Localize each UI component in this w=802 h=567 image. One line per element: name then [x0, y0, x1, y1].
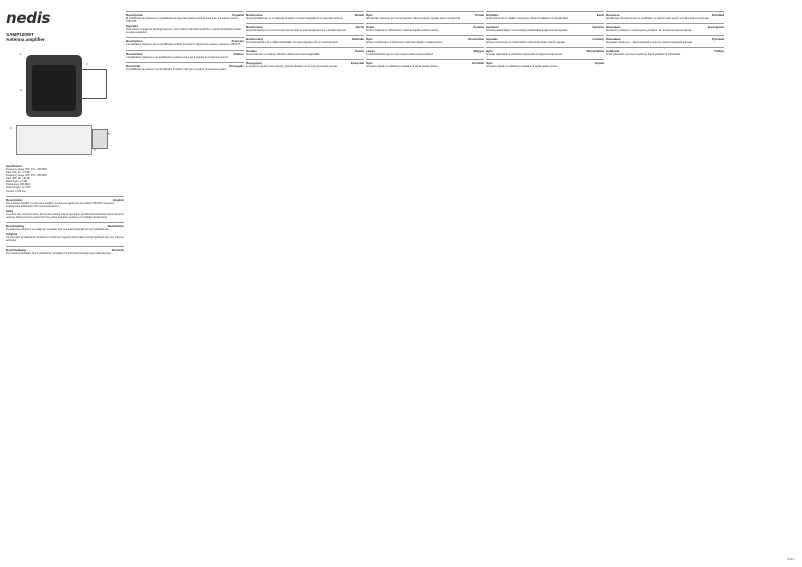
language-label: Română	[712, 13, 724, 17]
section-heading: Beschrijving	[6, 224, 25, 229]
section-body: Der Antennenverstärker ist ein rauscharmer Verstärker für das Antennensignal einer Außenantenne.	[6, 251, 112, 255]
section-heading: Opis	[366, 13, 373, 17]
section-heading: Beskrivelse	[246, 25, 263, 30]
product-title: Antenna amplifier	[6, 37, 45, 43]
language-label: Español	[232, 13, 244, 17]
column-1	[6, 8, 124, 560]
amplifier-front	[32, 65, 76, 111]
language-label: Português	[229, 63, 244, 68]
callout-4: 4	[10, 125, 12, 130]
section-body: Антенният усилвател е нискошумов усилвател за сигнала на външна антена.	[606, 29, 693, 33]
section-heading: Opis	[486, 61, 493, 66]
spec-item: Noise figure: ≤ 3 dB	[6, 180, 27, 184]
section-heading: Opis	[486, 49, 493, 54]
language-label: Magyar	[473, 49, 484, 54]
section-heading: Descriere	[606, 13, 620, 17]
product-illustration	[6, 49, 114, 159]
spec-item: Gain VHF: 24 – 27 dB	[6, 171, 30, 174]
language-label: Dansk	[354, 13, 364, 17]
section-body: De antenneversterker is een laag-ruis versterker voor een antennesignaal van een buitenantenne.	[6, 228, 110, 232]
mounting-bracket	[80, 69, 107, 99]
section-heading: Kirjeldus	[486, 13, 499, 17]
column-4	[366, 8, 484, 560]
callout-2: 2	[86, 61, 88, 66]
spec-item: Frequency range VHF: 174 – 230 MHz	[6, 167, 48, 171]
language-label: Latviešu	[591, 25, 604, 30]
section-body: The antenna amplifier is a low noise amplifier, an antenna signal from an outdoor UHF/VHF antenna is amplified and distributed to the connected devices.	[6, 201, 115, 208]
subsection-heading: Veiligheid	[6, 233, 18, 237]
section-heading: Описание	[606, 25, 621, 30]
section-heading: Description	[126, 39, 143, 44]
column-5	[486, 8, 604, 560]
section-body: Antenas pastiprinātājs ir zema trokšņa pastiprinātājs ārējās antenas signālam.	[486, 29, 569, 33]
section-body: Антенный усилитель — малошумящий усилитель сигнала наружной антенны.	[606, 41, 693, 45]
section-heading: Περιγραφή	[246, 61, 262, 66]
section-heading: Descripción	[126, 13, 144, 17]
language-label: Slovenčina	[468, 37, 484, 42]
language-label: Čeština	[473, 25, 484, 30]
model-number: SAMP100WT	[6, 32, 35, 37]
column-2	[126, 8, 244, 560]
language-label: Italiano	[233, 51, 244, 56]
callout-6: 6	[108, 131, 110, 136]
section-body: Ο ενισχυτής κεραίας είναι ενισχυτής χαμηλού θορύβου για το σήμα εξωτερικής κεραίας.	[246, 65, 339, 69]
col-1-sections	[6, 196, 124, 255]
language-label: English	[113, 197, 124, 202]
language-label: Svenska	[351, 37, 364, 42]
column-3	[246, 8, 364, 560]
section-body: Antennivõimendi on madala mürataseme võimendi välisantenni signaali jaoks.	[486, 17, 569, 20]
section-heading: Popis	[366, 25, 375, 30]
section-body: To reduce risk of electric shock, this product should only be opened by an authorized technician when service is required. Disconnect the product from the mains and other equipment if a problem should occur.	[6, 212, 124, 220]
language-label: Eesti	[596, 13, 604, 17]
section-heading: Description	[6, 197, 23, 202]
section-body: Anténní zesilovač je nízkošumový zesilovač signálu venkovní antény.	[366, 29, 440, 33]
callout-3: 3	[20, 87, 22, 92]
section-body: Antensko pojačalo je niskošumno pojačalo za signal spoljne antene.	[486, 65, 559, 69]
section-body: Antennförstärkaren är en lågbrusförstärkare för antennsignalen från en utomhusantenn.	[246, 41, 339, 45]
language-label: Ελληνικά	[350, 61, 364, 66]
section-heading: Kuvaus	[246, 49, 257, 54]
spec-item: Current: ≤ 100 mA	[6, 189, 26, 193]
section-body: Antenos stiprintuvas yra mažo triukšmo stiprintuvas lauko antenos signalui.	[486, 41, 566, 45]
section-heading: Aprašas	[486, 37, 498, 42]
section-body: Anténny zosilňovač je nízkošumový zosilňovač signálu vonkajšej antény.	[366, 41, 443, 45]
spec-item: Power supply: 12 V DC	[6, 186, 31, 190]
language-label: Srpski	[594, 61, 604, 66]
specs-heading: Specifications	[6, 164, 23, 168]
section-body: Para reducir el riesgo de descarga eléctrica, este producto sólo debería abrirlo un técnico autorizado cuando necesite reparación.	[126, 28, 241, 35]
language-label: Български	[707, 25, 724, 30]
section-heading: Beskrivelse	[246, 13, 263, 17]
page-number: 2013	[787, 557, 794, 561]
section-heading: Opis	[366, 37, 373, 42]
language-label: Polski	[475, 13, 484, 17]
section-body: L'amplificateur d'antenne est un amplificateur à faible bruit pour le signal d'une antenne extérieure UHF/VHF.	[126, 43, 241, 47]
language-label: Nederlands	[107, 224, 124, 229]
language-label: Slovenščina	[586, 49, 604, 54]
section-heading: Beskrivning	[246, 37, 264, 42]
section-heading: Apraksts	[486, 25, 499, 30]
language-label: Norsk	[355, 25, 364, 30]
section-heading: Opis	[366, 61, 373, 66]
callout-1: 1	[20, 51, 22, 56]
language-label: Hrvatski	[472, 61, 484, 66]
section-heading: Описание	[606, 37, 621, 42]
language-label: Français	[231, 39, 244, 44]
subsection-heading: Safety	[6, 209, 14, 213]
spec-item: Frequency range UHF: 470 – 862 MHz	[6, 174, 48, 178]
section-body: Amplificatorul de antenă este un amplificator cu zgomot redus pentru semnalul antenei exterioare.	[606, 17, 710, 20]
language-label: Suomi	[354, 49, 364, 54]
section-body: L'amplificatore d'antenna è un amplificatore a basso rumore per il segnale di un'antenna esterna.	[126, 55, 229, 59]
power-adapter	[92, 129, 108, 149]
language-label: Русский	[711, 37, 724, 42]
section-body: Antenski ojačevalnik je nizkošumni ojačevalnik za signal zunanje antene.	[486, 53, 564, 57]
subsection-heading: Seguridad	[126, 25, 138, 29]
brand-logo: nedis	[6, 9, 51, 27]
section-heading: Açıklama	[606, 49, 620, 54]
section-body: Anten yükselticisi, dış anten sinyali için düşük gürültülü bir yükselticidir.	[606, 53, 681, 57]
section-heading: Descrição	[126, 63, 141, 68]
section-body: Wzmacniacz antenowy jest wzmacniaczem niskoszumowym sygnału anteny zewnętrznej.	[366, 17, 461, 20]
section-body: Antenneforsterkeren er en forsterker med lav støy for antennesignalet fra en utendørs antenne.	[246, 29, 347, 33]
section-heading: Descrizione	[126, 51, 143, 56]
section-body: Om het risico op elektrische schokken te voorkomen mag dit product alleen worden geopend door een erkende technicus.	[6, 236, 124, 243]
section-body: O amplificador de antena é um amplificador de baixo ruído para o sinal de uma antena exterior.	[126, 67, 227, 71]
section-body: Antensko pojačalo je niskošumno pojačalo za signal vanjske antene.	[366, 65, 439, 69]
specs-list	[6, 168, 124, 193]
spec-item: Gain UHF: 35 – 38 dB	[6, 177, 30, 181]
section-body: Az antennaerősítő egy kis zajú erősítő a kültéri antenna jeléhez.	[366, 53, 434, 57]
column-6	[606, 8, 724, 560]
section-body: Antenneforstærkeren er en støjsvag forstærker af antennesignalet fra en udendørs antenne.	[246, 17, 344, 20]
section-body: El amplificador de antena es un amplificador de bajo ruido para la señal de antena de una antena exterior UHF/VHF.	[126, 17, 238, 24]
section-heading: Beschreibung	[6, 247, 27, 252]
section-heading: Leírás	[366, 49, 375, 54]
section-body: Antennivahvistin on hiljainen vahvistin ulkoantennin antennisignaalille.	[246, 53, 321, 57]
language-label: Türkçe	[714, 49, 724, 54]
power-supply-unit	[16, 125, 92, 155]
language-label: Lietuvių	[592, 37, 604, 42]
callout-5: 5	[94, 147, 96, 152]
language-label: Deutsch	[112, 247, 124, 252]
spec-item: Output level: 100 dBµV	[6, 183, 31, 187]
